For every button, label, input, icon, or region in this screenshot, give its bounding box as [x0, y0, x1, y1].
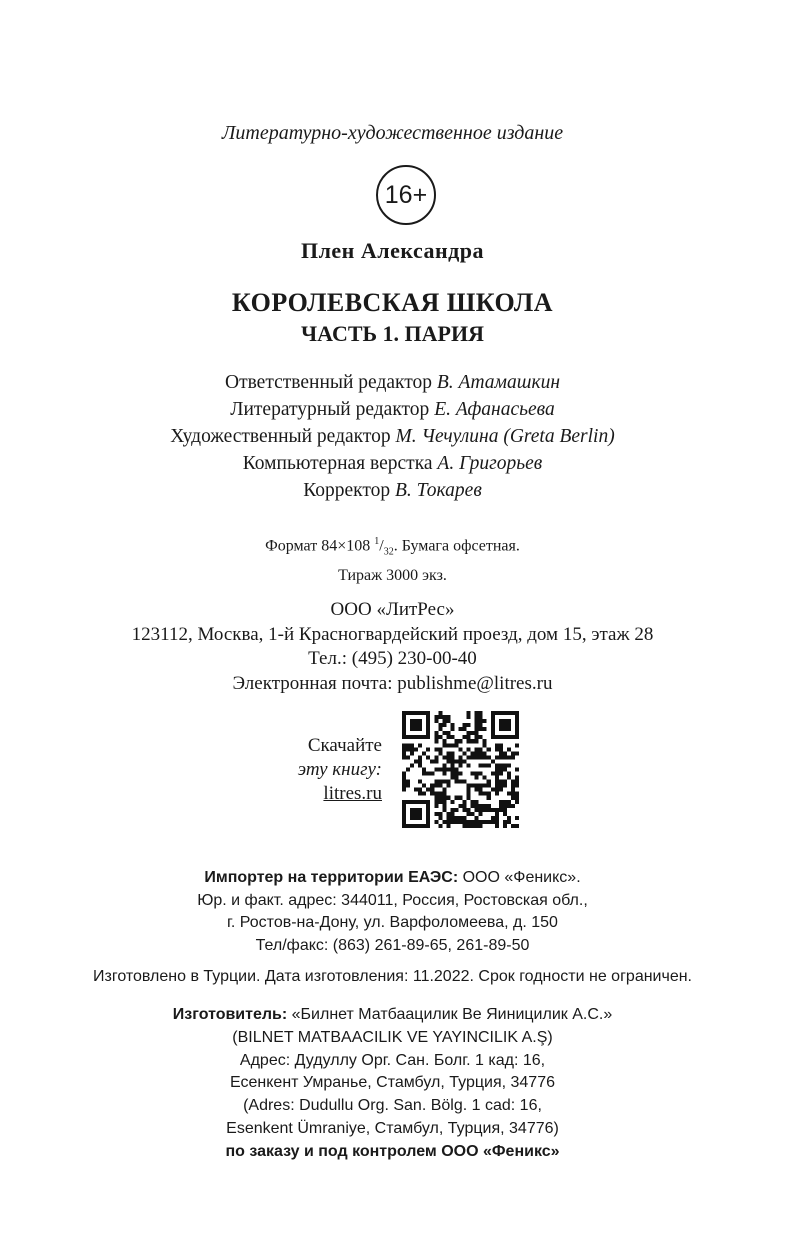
importer-name: ООО «Феникс».	[458, 869, 581, 886]
credit-name: М. Чечулина (Greta Berlin)	[395, 426, 615, 447]
credit-line	[0, 369, 785, 396]
credit-name: В. Атамашкин	[436, 372, 560, 393]
credit-name: А. Григорьев	[437, 453, 543, 474]
importer-line1	[0, 867, 785, 890]
format-line: Формат 84×108 $^1/_{32}$. Бумага офсетная.	[265, 536, 520, 558]
manufacturer-block	[0, 1004, 785, 1164]
manufacturer-name: «Билнет Матбаацилик Ве Яиницилик А.С.»	[287, 1006, 613, 1023]
importer-line3: г. Ростов-на-Дону, ул. Варфоломеева, д. 150	[227, 914, 558, 931]
credit-line	[0, 450, 785, 477]
age-rating-badge	[376, 165, 436, 225]
manufacturer-line7	[0, 1141, 785, 1164]
manufacturer-line7-text: по заказу и под контролем ООО «Феникс»	[225, 1142, 560, 1160]
publisher-block	[0, 598, 785, 696]
importer-label: Импортер на территории ЕАЭС:	[204, 869, 459, 886]
credit-role: Компьютерная верстка	[242, 453, 433, 474]
format-fraction-num: 1	[374, 536, 380, 547]
manufacturer-line1	[0, 1004, 785, 1027]
credit-role: Литературный редактор	[230, 399, 430, 420]
qr-code-icon[interactable]	[402, 711, 519, 828]
publisher-address: 123112, Москва, 1-й Красногвардейский проезд, дом 15, этаж 28	[131, 623, 654, 645]
manufacturer-line5: (Adres: Dudullu Org. San. Bölg. 1 cad: 16,	[243, 1097, 542, 1115]
book-title: КОРОЛЕВСКАЯ ШКОЛА	[231, 288, 554, 317]
format-prefix: Формат 84×108	[265, 537, 375, 555]
importer-line4: Тел/факс: (863) 261-89-65, 261-89-50	[255, 936, 530, 954]
credit-role: Художественный редактор	[170, 426, 391, 447]
format-suffix: . Бумага офсетная.	[393, 537, 520, 555]
manufacturer-line6: Esenkent Ümraniye, Стамбул, Турция, 34776)	[226, 1119, 559, 1137]
credit-role: Ответственный редактор	[224, 372, 433, 393]
credit-line	[0, 477, 785, 504]
credit-line	[0, 423, 785, 450]
author-name: Плен Александра	[300, 238, 485, 263]
download-block	[240, 734, 382, 806]
publisher-name: ООО «ЛитРес»	[330, 599, 455, 620]
book-part: ЧАСТЬ 1. ПАРИЯ	[301, 321, 484, 346]
print-run: Тираж 3000 экз.	[338, 566, 447, 584]
importer-line2: Юр. и факт. адрес: 344011, Россия, Ростовская обл.,	[197, 891, 588, 909]
manufacturer-line4: Есенкент Умранье, Стамбул, Турция, 34776	[230, 1074, 555, 1092]
publisher-email: Электронная почта: publishme@litres.ru	[232, 672, 553, 694]
manufacturer-line3: Адрес: Дудуллу Орг. Сан. Болг. 1 кад: 16,	[239, 1051, 546, 1069]
download-line1: Скачайте	[307, 735, 382, 756]
age-rating-text: 16+	[384, 180, 428, 209]
credit-name: В. Токарев	[394, 480, 482, 501]
importer-block	[0, 867, 785, 957]
publisher-phone: Тел.: (495) 230-00-40	[308, 648, 477, 669]
manufactured-info: Изготовлено в Турции. Дата изготовления: 11.2022. Срок годности не ограничен.	[93, 968, 692, 985]
download-link[interactable]: litres.ru	[323, 783, 382, 804]
credit-name: Е. Афанасьева	[434, 399, 555, 420]
manufacturer-label: Изготовитель:	[172, 1006, 288, 1023]
credits-block	[0, 369, 785, 504]
format-block	[0, 530, 785, 587]
edition-type: Литературно-художественное издание	[221, 122, 564, 144]
format-fraction-den: 32	[383, 546, 394, 558]
credit-role: Корректор	[303, 480, 391, 501]
manufacturer-line2: (BILNET MATBAACILIK VE YAYINCILIK A.Ş)	[232, 1028, 553, 1046]
credit-line	[0, 396, 785, 423]
download-line2: эту книгу:	[297, 759, 382, 780]
